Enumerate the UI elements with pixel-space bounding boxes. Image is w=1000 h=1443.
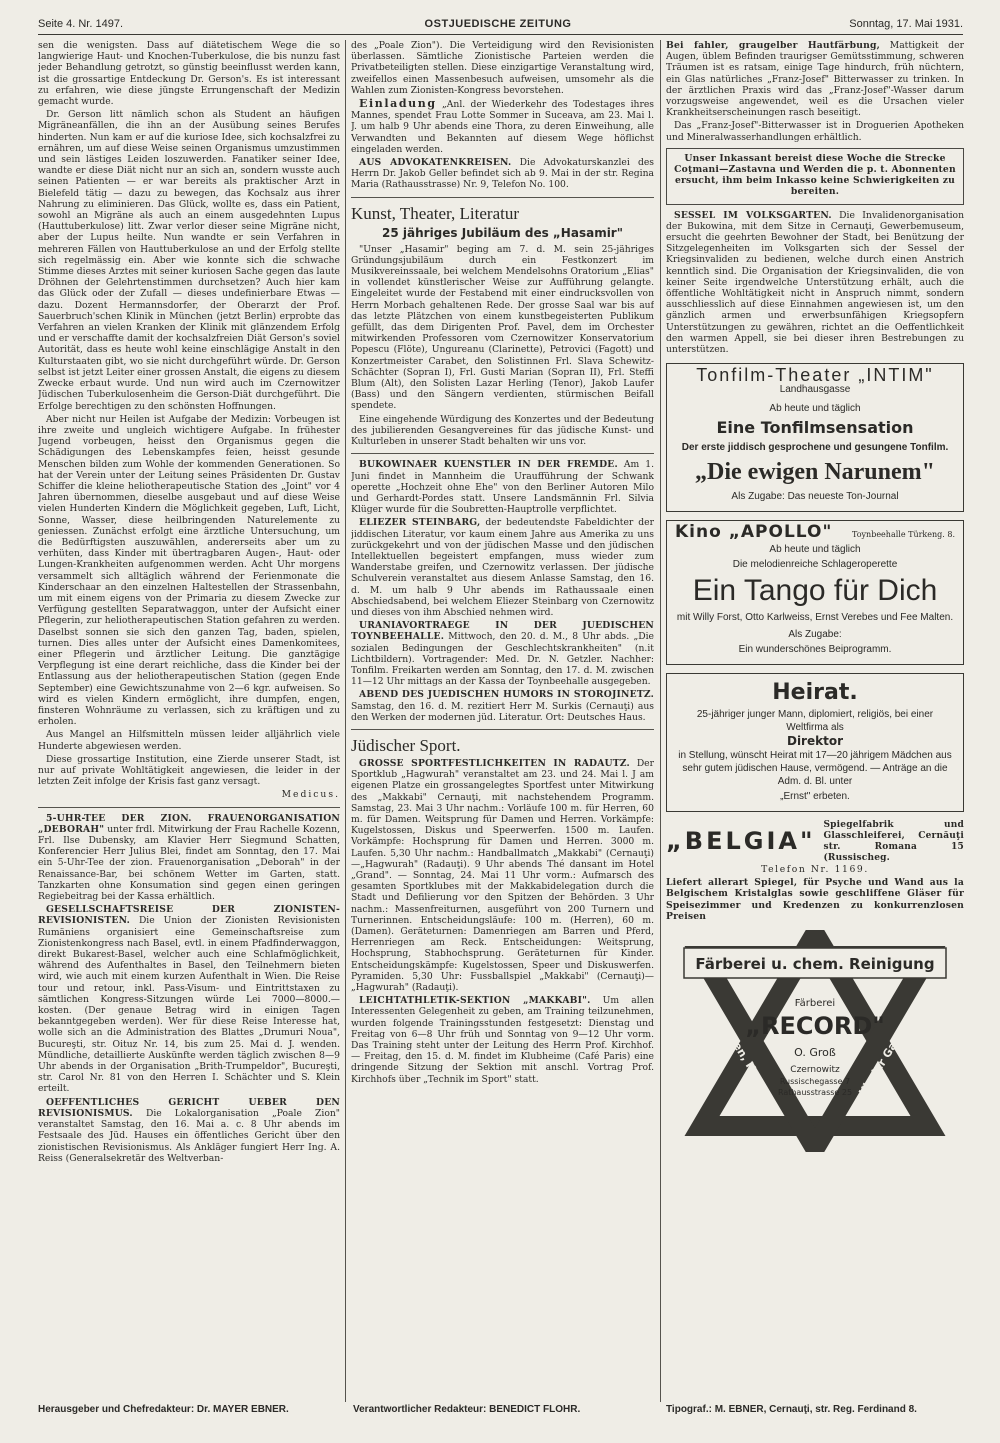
news-heading: BUKOWINAER KUENSTLER IN DER FREMDE. [359, 459, 618, 471]
printer-line: Tipograf.: M. EBNER, Cernauţi, str. Reg. Ferdinand 8. [666, 1404, 917, 1415]
news-heading: Einladung [359, 97, 437, 111]
column-divider [345, 40, 346, 1402]
company-body: Liefert allerart Spiegel, für Psyche und Wand aus la Belgischem Kristalglas sowie geschliffene Gläser für Speisezimmer und Kredenzen zu konkurrenzlosen Preisen [666, 877, 964, 922]
news-heading: OEFFENTLICHES GERICHT UEBER DEN REVISIONISMUS. [38, 1096, 340, 1119]
film-extra-heading: Als Zugabe: [788, 628, 842, 640]
section-heading: Kunst, Theater, Literatur [351, 203, 519, 223]
advert-title: Heirat. [772, 679, 858, 705]
news-item [351, 459, 654, 515]
divider [38, 807, 340, 808]
advert-record [666, 930, 964, 1152]
film-tagline: Eine Tonfilmsensation [716, 418, 914, 438]
record-side-left: von Damen, Herren [701, 993, 777, 1103]
article-paragraph: des „Poale Zion"). Die Verteidigung wird den Revisionisten überlassen. Sämtliche Zionistische Parteien werden die Privatbeteiligten stellen. Diese einzigartige Veranstaltung wird, zweifellos einen Massenbesuch aufweisen, umsomehr als die Wahlen zum Zionisten-Kongress bevorstehen. [351, 40, 654, 96]
news-body: Die Lokalorganisation „Poale Zion" veranstaltet Samstag, den 16. Mai a. c. 8 Uhr abends im Festsaale des Jüd. Hauses ein öffentliches Gericht über den zionistischen Revisionismus. Als Ankläger fungiert Herr Ing. A. Reiss (Generalsekretär des Weltverban- [38, 1107, 340, 1164]
record-name: „RECORD" [745, 1011, 885, 1040]
news-heading: URANIAVORTRAEGE IN DER JUEDISCHEN TOYNBEEHALLE. [351, 620, 654, 643]
record-city: Czernowitz [790, 1064, 840, 1075]
column-3 [666, 40, 964, 1400]
advert-code: „Ernst" erbeten. [780, 790, 850, 802]
news-item [666, 210, 964, 356]
showing-info: Ab heute und täglich [769, 543, 861, 555]
news-item [351, 995, 654, 1085]
cinema-name: Tonfilm-Theater „INTIM" [696, 365, 934, 386]
company-name: „BELGIA" [666, 827, 816, 856]
news-heading: GROSSE SPORTFESTLICHKEITEN IN RADAUTZ. [359, 757, 630, 769]
section-heading: Jüdischer Sport. [351, 735, 461, 755]
divider [351, 453, 654, 454]
news-body: Die Advokaturskanzlei des Herrn Dr. Jakob Geller befindet sich ab 9. Mai in der str. Regina Maria (Rathausstrasse) Nr. 9, Telefon No. 100. [351, 157, 654, 191]
article-paragraph: Aber nicht nur Heilen ist Aufgabe der Medizin: Vorbeugen ist ihre zweite und ungleich wichtigere Aufgabe. In frühester Jugend vorbeugen, heisst den Organismus gegen die Schädigungen des Lebenskampfes feien, heisst gesunde Menschen bilden zum Wohle der kommenden Generationen. So hat der Verein unter der Leitung seines Präsidenten Dr. Gustav Schiffer die kleine heliotherapeutische Station des „Joint" vor 4 Jahren übernommen, dieselbe ausgebaut und auf diese Weise vielen Hunderten Kindern die Möglichkeit gegeben, Luft, Licht, Sonne, Wasser, diese heilbringenden Naturelemente zu geniessen. Zunächst erfolgt eine ärztliche Untersuchung, um die Bedürftigsten auszuwählen, andererseits aber um zu verhüten, dass Kinder mit übertragbaren Augen-, Haut- oder Lungen-Krankheiten aufgenommen werden. Acht Uhr morgens versammelt sich alltäglich während der Ferienmonate die Kinderschaar an den einzelnen Haltestellen der Strassenbahn, um mit einem eigens von der Primaria zu diesem Zwecke zur Verfügung gestellten Separatwaggon, unter der Aufsicht einer Pflegerin, zur heliotherapeutischen Station gefahren zu werden. Daselbst sonnen sie sich den ganzen Tag, baden, spielen, turnen. Dies alles unter der Aufsicht eines Damenkomitees, einer Pflegerin und ärztlicher Leitung. Die ganztägige Verpflegung ist eine derart reichliche, dass die Kinder bei der Entlassung aus der heliotherapeutischen Station (gegen Ende September) eine Gewichtszunahme von 2—6 kgr. aufweisen. So wird es vielen Kindern ermöglicht, ihre dumpfen, engen, finsteren Wohnräume zu verlassen, sich zu kräftigen und zu erholen. [38, 413, 340, 728]
news-heading: 5-UHR-TEE DER ZION. FRAUENORGANISATION „DEBORAH" [38, 812, 340, 835]
article-headline: 25 jähriges Jubiläum des „Hasamir" [382, 225, 623, 240]
advert-heading: Bei fahler, graugelber Hautfärbung, [666, 40, 881, 51]
record-firm: Färberei [794, 997, 836, 1009]
article-paragraph: Diese grossartige Institution, eine Zierde unserer Stadt, ist nur auf private Wohltätigkeit angewiesen, die leider in der letzten Zeit infolge der Krisis fast ganz versagt. [38, 753, 340, 788]
advert-apollo [666, 520, 964, 664]
column-1 [38, 40, 340, 1400]
news-body: Am 1. Juni findet in Mannheim die Uraufführung der Schwank operette „Hochzeit ohne Ehe" von den Berliner Autoren Milo und Gerhardt-Pordes statt. Unsere Landsmännin Frl. Silvia Klüger wurde für die Soubretten-Hauptrolle verpflichtet. [351, 459, 654, 516]
column-2 [351, 40, 654, 1400]
advert-franz-josef [666, 40, 964, 118]
page-number: Seite 4. Nr. 1497. [38, 18, 123, 30]
notice-box [666, 148, 964, 205]
film-extra: Als Zugabe: Das neueste Ton-Journal [731, 491, 899, 503]
advert-intim [666, 363, 964, 512]
divider [351, 729, 654, 730]
news-heading: AUS ADVOKATENKREISEN. [359, 157, 512, 169]
film-extra: Ein wunderschönes Beiprogramm. [738, 643, 892, 655]
newspaper-title: OSTJUEDISCHE ZEITUNG [424, 18, 572, 30]
page-footer [38, 1404, 963, 1418]
editor-line: Verantwortlicher Redakteur: BENEDICT FLOHR. [353, 1404, 581, 1415]
news-body: Samstag, den 16. d. M. rezitiert Herr M. Surkis (Cernauţi) aus den Werken der modernen jüd. Literatur. Ort: Deutsches Haus. [351, 700, 654, 723]
article-paragraph: "Unser „Hasamir" beging am 7. d. M. sein 25-jähriges Gründungsjubiläum durch ein Festkonzert im Musikvereinssaale, bei welchem Mendelsohns Oratorium „Elias" in vollendet künstlerischer Weise zur Aufführung gelangte. Eingeleitet wurde der Festabend mit einer eindrucksvollen von Herrn Morbach gehaltenen Rede. Der grosse Saal war bis auf das letzte Plätzchen von einem kunstbegeisterten Publikum gefüllt, das dem Dirigenten Prof. Pavel, dem im Orchester mitwirkenden Professoren vom Czernowitzer Konservatorium Popescu (Flöte), Ungureanu (Clarinette), Petrovici (Fagott) und Konzertmeister Carabet, den Solistinnen Frl. Slava Schewitz-Schächter (Sopran I), Frl. Gusti Marian (Sopran II), Frl. Steffi Blum (Alt), den Solisten Lazar Herling (Tenor), Jakob Laufer (Bass) und den Sängern verdienten, stürmischen Beifall spendete. [351, 243, 654, 412]
news-body: Um allen Interessenten Gelegenheit zu geben, am Training teilzunehmen, wurden folgende Trainingsstunden festgesetzt: Dienstag und Freitag von 6—8 Uhr früh und Sonntag von 9—12 Uhr vorm. Das Training steht unter der Leitung des Herrn Prof. Kirchhof. — Freitag, den 15. d. M. findet im Klubheime (Café Paris) eine dringende Sitzung der Sektion mit anschl. Vortrag Prof. Kirchhofs über „Technik im Sport" statt. [351, 995, 654, 1085]
news-heading: SESSEL IM VOLKSGARTEN. [674, 209, 832, 221]
news-body: „Anl. der Wiederkehr des Todestages ihres Mannes, spendet Frau Lotte Sommer in Suceava, am 23. Mai l. J. um halb 9 Uhr abends eine Thora, zu deren Einweihung, alle Verwandten und Bekannten auf diesem Wege höflichst eingeladen werden. [351, 99, 654, 155]
article-paragraph: Dr. Gerson litt nämlich schon als Student an häufigen Migräneanfällen, die ihn an der Ausübung seines Berufes hinderten. Nun kam er auf die kuriose Idee, sich kochsalzfrei zu ernähren, um auf diese Weise seinen Organismus umzustimmen und sein lästiges Leiden loszuwerden. Fanatiker seiner Idee, wandte er diese Diät nicht nur an sich an, sondern wusste auch seinen Patienten — er war bereits als praktischer Arzt in Bielefeld tätig — dazu zu bewegen, das Kochsalz aus ihrer Nahrung zu eliminieren. Das Glück, wollte es, dass ein Patient, sowohl an Migräne als auch an einem ausgedehnten Lupus (Hauttuberkulose) litt. Zwar verlor dieser seine Migräne nicht, aber der Lupus heilte. Nun wandte er sein Verfahren in mehreren Fällen von Hauttuberkulose an und der Erfolg stellte sich regelmässig ein. Aber wie konnte sich die schwache Stimme dieses Arztes mit seiner kuriosen Sache gegen das laute Dröhnen der Gelehrtenstimmen durchsetzen? Auch hier kam das Glück oder der Zufall — dieses undefinierbare Etwas — dazu. Dozent Hermannsdorfer, der Oberarzt der Prof. Sauerbruch'schen Klinik in München (jetzt Berlin) erprobte das Verfahren an vielen Kranken der Klinik mit glänzendem Erfolg und er verschaffte damit der kochsalzfreien Diät Gerson's soviel Autorität, dass es heute wohl keine einschlägige Anstalt in den Kulturstaaten gibt, wo sie nicht durchgeführt würde. Dr. Gerson selbst ist jetzt Leiter einer grossen Anstalt, die eigens zu diesem Zwecke erbaut wurde. Und nun wird auch im Czernowitzer Jüdischen Tuberkulosenheim die Gerson-Diät durchgeführt. Die Erfolge berechtigen zu den schönsten Hoffnungen. [38, 109, 340, 412]
cinema-name: Kino „APOLLO" [675, 522, 833, 543]
news-body: unter frdl. Mitwirkung der Frau Rachelle Kozenn, Frl. Ilse Dubensky, am Klavier Herr Siegmund Schatten, Konferencier Herr Julius Blei, findet am Sonntag, den 17. Mai ein 5-Uhr-Tee der zion. Frauenorganisation „Deborah" in der Renaissance-Bar, bei schönem Wetter im Garten, statt. Tanzkarten ohne Konsumation sind gegen einen geringen Regiebeitrag bei der Kassa erhältlich. [38, 823, 340, 903]
news-item [351, 689, 654, 723]
notice-text: Unser Inkassant bereist diese Woche die Strecke Coţmani—Zastavna und Werden die p. t. Abonnenten ersucht, ihm beim Inkasso keine Schwierigkeiten zu bereiten. [674, 152, 956, 198]
record-side-right: Kinder Garderobe [856, 997, 926, 1099]
record-top-text: Färberei u. chem. Reinigung [695, 954, 935, 973]
advert-body: in Stellung, wünscht Heirat mit 17—20 jährigem Mädchen aus sehr gutem jüdischen Hause, vermögend. — Anträge an die Adm. d. Bl. unter [678, 749, 952, 787]
news-body: der bedeutendste Fabeldichter der jiddischen Literatur, vor kaum einem Jahre aus Amerika zu uns zurückgekehrt und von der jüdischen Masse und den jüdischen Intellektuellen begeistert empfangen, muss wieder zum Wanderstabe greifen, und Czernowitz verlassen. Der jüdische Schulverein veranstaltet aus diesem Anlasse Samstag, den 16. d. M. um halb 9 Uhr abends im Rathaussaale einen Abschiedsabend, bei welchem Eliezer Steinbarg von Czernowitz und dieses von ihm Abschied nehmen wird. [351, 517, 654, 618]
company-phone: Telefon Nr. 1169. [761, 863, 869, 875]
advert-body: Mattigkeit der Augen, üblem Befinden traurigser Gemütsstimmung, schweren Träumen ist es ratsam, einige Tage hindurch, früh nüchtern, ein Glas natürliches „Franz-Josef" Bitterwasser zu trinken. In der ärztlichen Praxis wird das „Franz-Josef"-Wasser darum vorzugsweise angewendet, weil es die Ursachen vieler Krankheitserscheinungen rasch beseitigt. [666, 40, 964, 119]
publisher-line: Herausgeber und Chefredakteur: Dr. MAYER EBNER. [38, 1404, 289, 1415]
article-paragraph: Eine eingehende Würdigung des Konzertes und der Bedeutung des jubilierenden Gesangvereines für das jüdische Kunst- und Kulturleben in unserer Stadt behalten wir uns vor. [351, 413, 654, 448]
news-item [351, 620, 654, 687]
record-address-1: Russischegasse 7 [779, 1076, 851, 1086]
news-item [38, 904, 340, 1094]
news-item [351, 157, 654, 191]
news-heading: GESELLSCHAFTSREISE DER ZIONISTEN-REVISIONISTEN. [38, 904, 340, 927]
news-item [38, 813, 340, 903]
news-item [351, 98, 654, 155]
belgia-header [666, 820, 964, 864]
article-signature: Medicus. [281, 789, 340, 801]
film-description: Der erste jiddisch gesprochene und gesungene Tonfilm. [681, 442, 949, 454]
news-heading: LEICHTATHLETIK-SEKTION „MAKKABI". [359, 995, 591, 1007]
news-body: Die Union der Zionisten Revisionisten Rumäniens organisiert eine Gemeinschaftsreise zum Zionistenkongress nach Basel, evtl. in einem Pfadfinderwaggon, direkt Bukarest-Basel, welcher auch eine Schlafmöglichkeit, während des Aufenthaltes in Basel, den Teilnehmern bieten wird, wie auch mit einem kurzen Aufenthalt in Wien. Die Reise tour und retour, inkl. Pass-Visum- und Eintrittstaxen zu sämtlichen Kongress-Sitzungen würde Lei 7000—8000.— kosten. (Der genaue Betrag wird in einigen Tagen bekanntgegeben werden). Wer für diese Reise Interesse hat, wolle sich an die Administration des Blattes „Drumuri Noua", Bucureşti, str. Oituz Nr. 14, bis zum 25. Mai d. J. wenden. Mündliche, detaillierte Auskünfte werden täglich zwischen 8—9 Uhr abends in der Organisation „Brith-Trumpeldor", Bucureşti, str. Carol Nr. 81 von den Herren I. Schächter und S. Klein erteilt. [38, 915, 340, 1095]
apollo-header [675, 522, 955, 543]
advert-heirat [666, 673, 964, 812]
cinema-address: Toynbeehalle Türkeng. 8. [852, 529, 955, 539]
advert-body: Das „Franz-Josef"-Bitterwasser ist in Droguerien Apotheken und Mineralwasserhandlungen erhältlich. [666, 120, 964, 143]
news-item [38, 1097, 340, 1164]
news-item [351, 517, 654, 618]
cinema-address: Landhausgasse [779, 384, 851, 396]
news-item [351, 758, 654, 993]
film-title: Ein Tango für Dich [692, 573, 938, 607]
film-description: Die melodienreiche Schlageroperette [732, 558, 898, 570]
news-body: Die Invalidenorganisation der Bukowina, mit dem Sitze in Cernauţi, Gewerbemuseum, ersucht die geehrten Bewohner der Stadt, bei Benützung der Sitzgelegenheiten im Volksgarten sich der Sessel der Kriegsinvaliden zu bedienen, welche durch einen Anstrich kenntlich sind. Die Organisation der Kriegsinvaliden, die von keiner Seite irgendwelche Unterstützung erhält, auch die öffentliche Wohltätigkeit nicht in Anspruch nimmt, sondern ausschliesslich auf diese Einnahmen angewiesen ist, um den gänzlich armen und erwerbsunfähigen Kriegsopfern Unterstützungen zu gewähren, richtet an die Oeffentlichkeit den warmen Appell, sie bei dieser ihren Bestrebungen zu unterstützen. [666, 209, 964, 356]
news-heading: ABEND DES JUEDISCHEN HUMORS IN STOROJINETZ. [359, 689, 654, 701]
issue-date: Sonntag, 17. Mai 1931. [849, 18, 963, 30]
column-divider [660, 40, 661, 1402]
film-title: „Die ewigen Narunem" [695, 459, 935, 486]
article-paragraph: sen die wenigsten. Dass auf diätetischem Wege die so langwierige Haut- und Knochen-Tuberkulose, die bis nunzu fast jeder Behandlung getrotzt, so günstig beeinflusst werden kann, ist die grossartige Entdeckung Dr. Gerson's. Es ist interessant zu erfahren, wie diese jüngste Errungenschaft der Medizin gemacht wurde. [38, 40, 340, 108]
advert-body: 25-jähriger junger Mann, diplomiert, religiös, bei einer Weltfirma als [696, 708, 934, 733]
advert-role: Direktor [786, 733, 843, 748]
company-description: Spiegelfabrik und Glasschleiferei, Cernăuţi str. Romana 15 (Russischeg. [823, 819, 964, 863]
news-body: Mittwoch, den 20. d. M., 8 Uhr abds. „Die sozialen Bedingungen der Geschlechtskrankheiten" (n.it Lichtbildern). Vortragender: Med. Dr. N. Getzler. Nachher: Tonfilm. Freikarten werden am Sonntag, den 17. d. M. zwischen 11—12 Uhr mittags an der Kassa der Toynbeehalle ausgegeben. [351, 631, 654, 688]
star-of-david-logo [666, 930, 964, 1152]
showing-info: Ab heute und täglich [769, 403, 861, 415]
record-address-2: Rathausstrasse 25 [777, 1087, 853, 1097]
news-body: Der Sportklub „Hagwurah" veranstaltet am 23. und 24. Mai l. J am eigenen Platze ein grossangelegtes Sportfest unter Mitwirkung des „Makkabi" Cernauţi, mit nachstehendem Programm. Samstag, 23. Mai 3 Uhr nachm.: Vorläufe 100 m. für Herren, 60 m. für Damen. Weitsprung für Damen und Herren. Vorkämpfe: Kugelstossen, Diskus und Speerwerfen. 1500 m. Laufen. Vorkämpfe: Hochsprung für Damen und Herren. 3000 m. Laufen. 5,30 Uhr nachm.: Handballmatch „Makkabi" (Cernauţi)—„Hagwurah" (Radauţi). 9 Uhr abends Thé dansant im Hotel „Grand". — Sonntag, 24. Mai 11 Uhr vorm.: Aufmarsch des gesamten Sportklubes mit der Makkabidelegation durch die Stadt und Defilierung vor den Spitzen der Behörden. 3 Uhr nachm.: Massenfreiturnen, ausgeführt von 200 Turnern und Turnerinnen. Entscheidungsläufe: 100 m. (Herren), 60 m. (Damen). Geräteturnen: Damenriegen am Barren und Pferd, Herrenriegen am Reck. Entscheidungen: Weitsprung, Hochsprung, Stabhochsprung. Geräteturnen für Kinder. Entscheidungskämpfe: Kugelstossen, Speer und Diskuswerfen. Pyramiden. 5,30 Uhr: Fussballspiel „Makkabi" (Cernauţi)—„Hagwurah" (Radauţi). [351, 757, 654, 994]
record-owner: O. Groß [794, 1045, 836, 1059]
film-cast: mit Willy Forst, Otto Karlweiss, Ernst Verebes und Fee Malten. [676, 611, 954, 623]
advert-belgia [666, 820, 964, 922]
news-heading: ELIEZER STEINBARG, [359, 517, 481, 529]
article-paragraph: Aus Mangel an Hilfsmitteln müssen leider alljährlich viele Hunderte abgewiesen werden. [38, 729, 340, 752]
page-header [38, 14, 963, 35]
divider [351, 197, 654, 198]
